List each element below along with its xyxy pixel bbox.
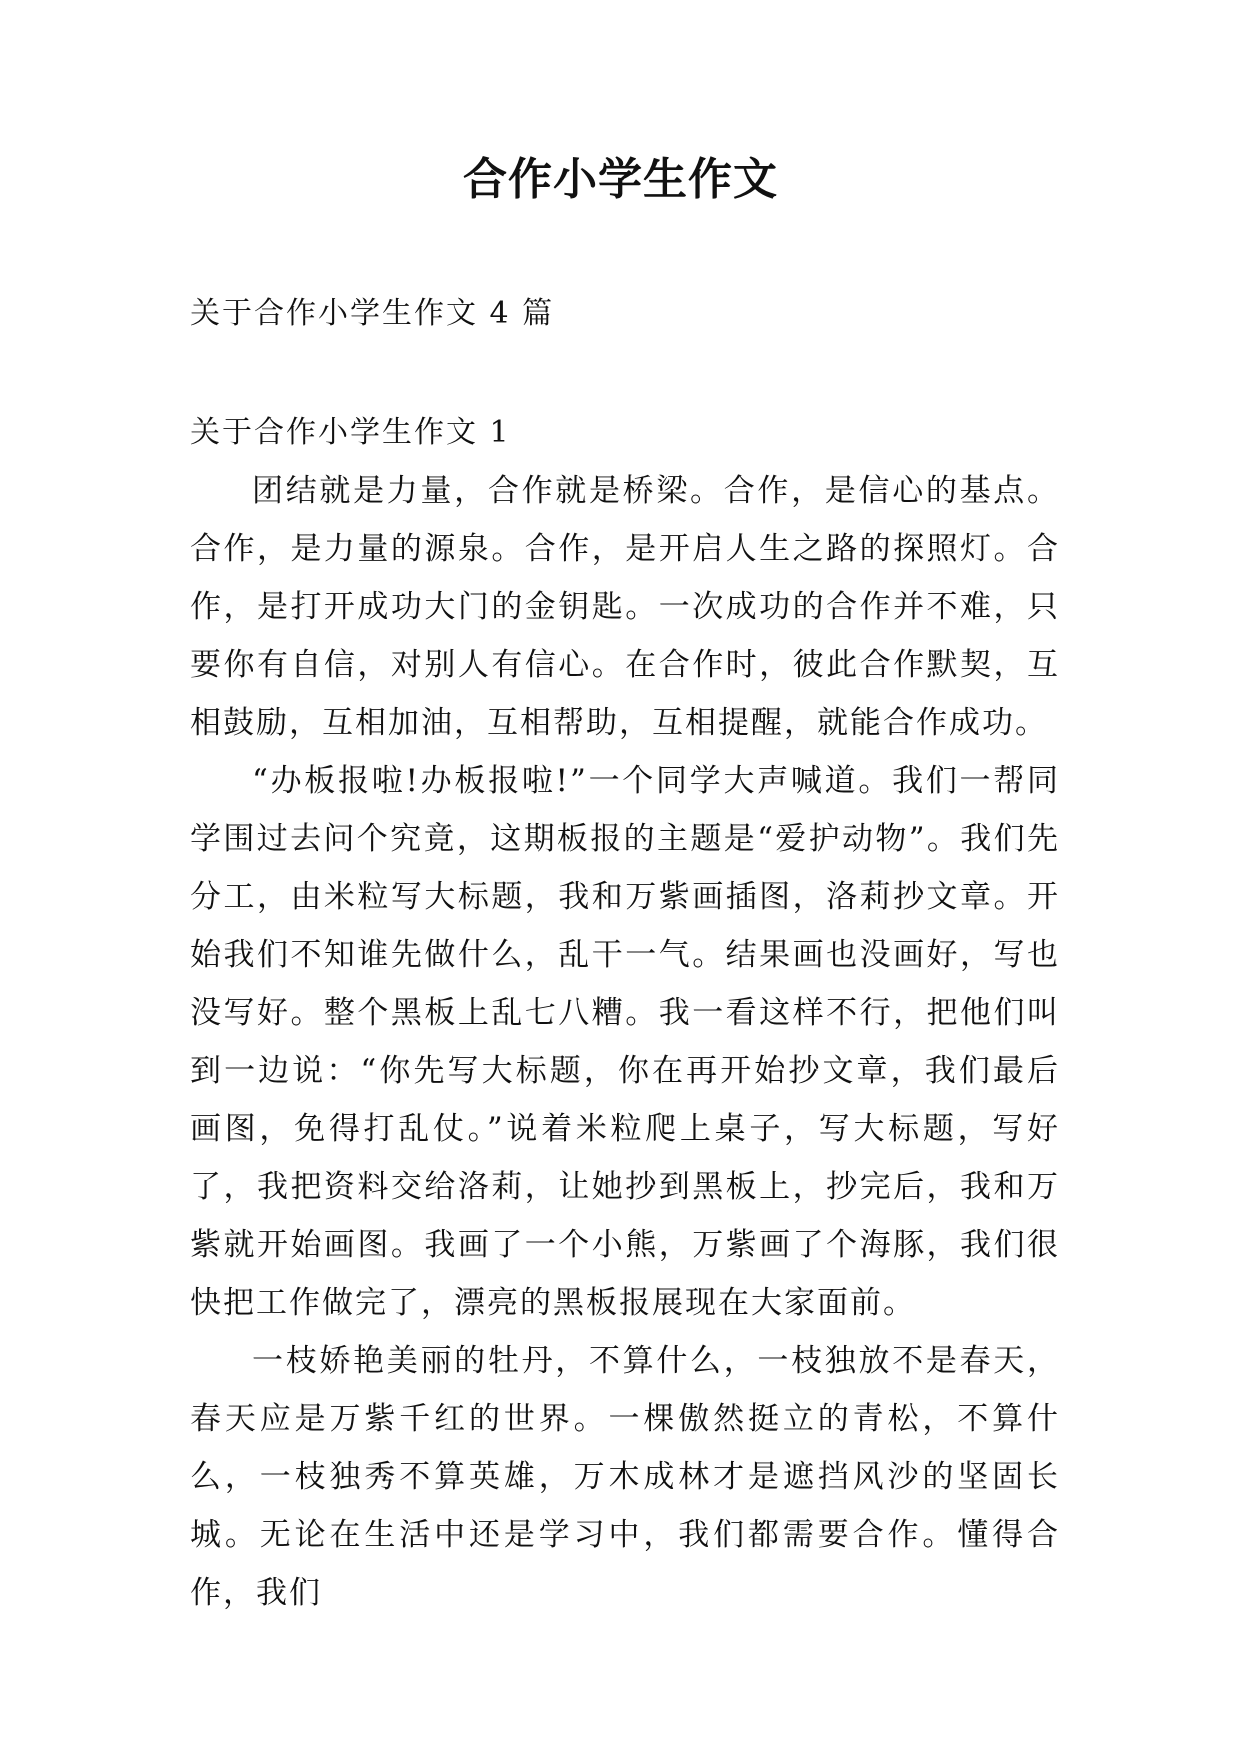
paragraph-3: 一枝娇艳美丽的牡丹，不算什么，一枝独放不是春天，春天应是万紫千红的世界。一棵傲然挺立的青松，不算什么，一枝独秀不算英雄，万木成林才是遮挡风沙的坚固长城。无论在生活中还是学习中，我们都需要合作。懂得合作，我们 — [190, 1343, 1060, 1611]
paragraph-2: “办板报啦!办板报啦!”一个同学大声喊道。我们一帮同学围过去问个究竟，这期板报的主题是“爱护动物”。我们先分工，由米粒写大标题，我和万紫画插图，洛莉抄文章。开始我们不知谁先做什么，乱干一气。结果画也没画好，写也没写好。整个黑板上乱七八糟。我一看这样不行，把他们叫到一边说：“你先写大标题，你在再开始抄文章，我们最后画图，免得打乱仗。”说着米粒爬上桌子，写大标题，写好了，我把资料交给洛莉，让她抄到黑板上，抄完后，我和万紫就开始画图。我画了一个小熊，万紫画了个海豚，我们很快把工作做完了，漂亮的黑板报展现在大家面前。 — [190, 763, 1060, 1321]
article-heading: 关于合作小学生作文 1 — [190, 415, 511, 450]
document-title: 合作小学生作文 — [463, 154, 778, 205]
paragraph-1: 团结就是力量，合作就是桥梁。合作，是信心的基点。合作，是力量的源泉。合作，是开启人生之路的探照灯。合作，是打开成功大门的金钥匙。一次成功的合作并不难，只要你有自信，对别人有信心。在合作时，彼此合作默契，互相鼓励，互相加油，互相帮助，互相提醒，就能合作成功。 — [190, 473, 1060, 741]
document-subtitle: 关于合作小学生作文 4 篇 — [190, 296, 555, 331]
article-body — [190, 404, 1060, 1622]
